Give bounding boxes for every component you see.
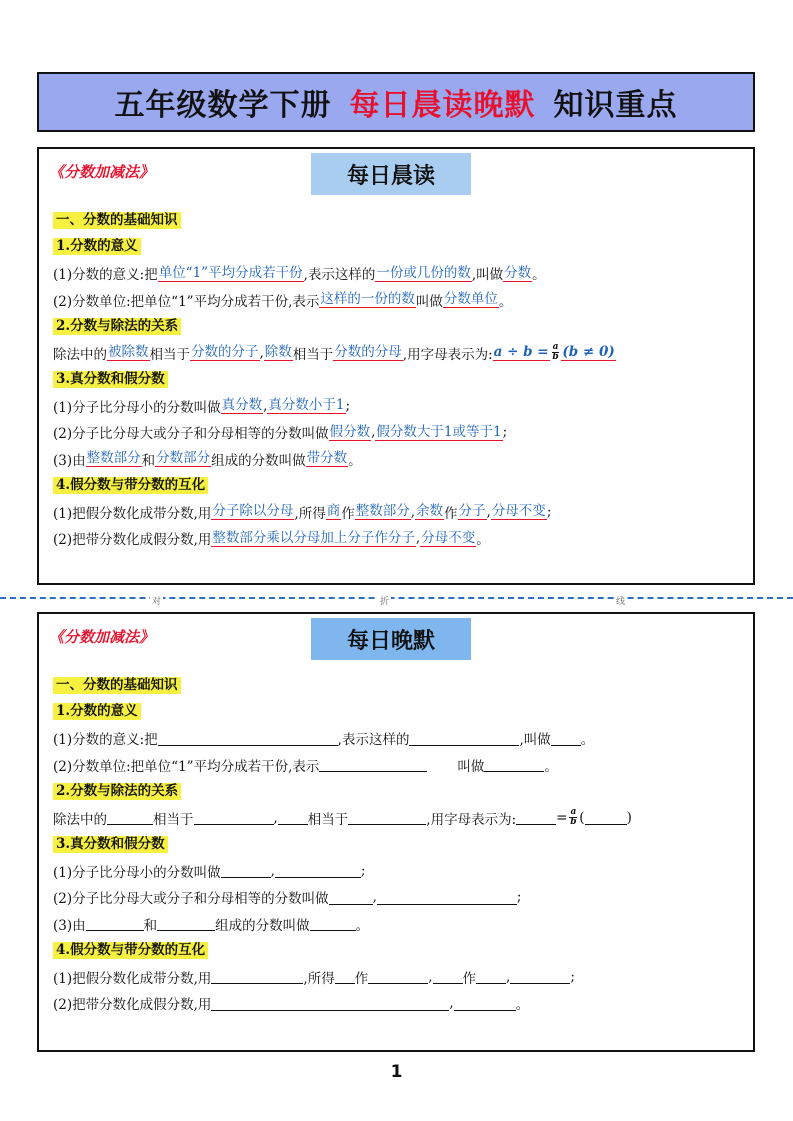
fill-blank[interactable]: [377, 890, 517, 905]
page-title: [37, 72, 755, 132]
formula-condition: (b ≠ 0): [562, 344, 615, 361]
text-line: (1)分数的意义:把 单位“1”平均分成若干份 ,表示这样的 一份或几份的数 ,叫做 分数 。: [53, 264, 546, 284]
fill-blank[interactable]: [158, 731, 338, 746]
fill-blank[interactable]: [319, 757, 427, 772]
section-banner: 每日晨读: [311, 153, 471, 195]
fill-blank[interactable]: [86, 916, 144, 931]
fill-blank[interactable]: [585, 810, 627, 825]
answer: 真分数小于1: [268, 397, 345, 414]
text-line: 除法中的 被除数 相当于 分数的分子 , 除数 相当于 分数的分母 ,用字母表示为: a ÷ b = $\frac{a}{b}$ (b ≠ 0): [53, 342, 615, 363]
answer: 除数: [264, 344, 292, 361]
answer: 分母不变: [491, 503, 546, 520]
answer: 分数: [504, 264, 532, 281]
answer: 分子除以分母: [212, 503, 294, 520]
text-line: (2)分子比分母大或分子和分母相等的分数叫做 , ;: [53, 889, 522, 908]
answer: 分数部分: [156, 450, 211, 467]
evening-dictation-panel: [37, 612, 755, 1052]
fill-blank[interactable]: [221, 863, 271, 878]
fill-blank[interactable]: [454, 996, 516, 1011]
morning-content: [53, 207, 745, 552]
fill-blank[interactable]: [211, 969, 303, 984]
fill-blank[interactable]: [348, 810, 426, 825]
subsection-heading: 4.假分数与带分数的互化: [53, 942, 208, 959]
subsection-heading: 1.分数的意义: [53, 238, 141, 255]
answer: 假分数: [329, 423, 371, 440]
fill-blank[interactable]: [335, 969, 355, 984]
title-left: 五年级数学下册: [114, 88, 332, 123]
fill-blank[interactable]: [194, 810, 274, 825]
text-line: (3)由 整数部分 和 分数部分 组成的分数叫做 带分数 。: [53, 450, 362, 469]
text-line: (2)分数单位:把单位“1”平均分成若干份,表示 这样的一份的数 叫做 分数单位 。: [53, 291, 513, 310]
text-line: 除法中的 相当于 , 相当于 ,用字母表示为: = $\frac{a}{b}$ ( ): [53, 807, 632, 828]
answer: 假分数大于1或等于1: [376, 423, 502, 440]
answer: 单位“1”平均分成若干份: [158, 264, 303, 281]
fold-label: 线: [614, 594, 627, 607]
subsection-heading: 4.假分数与带分数的互化: [53, 477, 208, 494]
answer: 被除数: [108, 344, 149, 361]
text-line: (1)分子比分母小的分数叫做 , ;: [53, 862, 366, 881]
fill-blank[interactable]: [275, 863, 361, 878]
fill-blank[interactable]: [409, 731, 519, 746]
morning-reading-panel: [37, 147, 755, 585]
section-heading: 一、分数的基础知识: [53, 212, 181, 229]
fold-line: [0, 597, 793, 599]
fill-blank[interactable]: [510, 969, 570, 984]
title-middle: 每日晨读晚默: [349, 88, 536, 123]
answer: 真分数: [221, 397, 263, 414]
answer: 带分数: [306, 450, 348, 467]
answer: 分数的分母: [334, 344, 402, 361]
fill-blank[interactable]: [476, 969, 506, 984]
answer: 分数的分子: [191, 344, 259, 361]
fill-blank[interactable]: [484, 757, 544, 772]
fill-blank[interactable]: [368, 969, 428, 984]
fold-label: 折: [378, 594, 391, 607]
answer: 分数单位: [443, 291, 498, 308]
fold-label: 对: [150, 594, 163, 607]
text-line: (2)把带分数化成假分数,用 , 。: [53, 995, 530, 1014]
fraction: $\frac{a}{b}$: [570, 807, 577, 828]
fill-blank[interactable]: [310, 916, 356, 931]
fill-blank[interactable]: [516, 810, 556, 825]
text-line: (2)把带分数化成假分数,用 整数部分乘以分母加上分子作分子 , 分母不变 。: [53, 529, 490, 549]
text-line: (2)分子比分母大或分子和分母相等的分数叫做 假分数 , 假分数大于1或等于1 ;: [53, 423, 508, 443]
answer: 整数部分乘以分母加上分子作分子: [212, 529, 415, 546]
subsection-heading: 1.分数的意义: [53, 703, 141, 720]
title-right: 知识重点: [553, 88, 678, 123]
answer: 这样的一份的数: [320, 291, 415, 308]
section-banner: 每日晚默: [311, 618, 471, 660]
subsection-heading: 2.分数与除法的关系: [53, 783, 181, 800]
text-line: (1)把假分数化成带分数,用 分子除以分母 ,所得 商 作 整数部分 , 余数 作 分子 , 分母不变 ;: [53, 503, 552, 522]
chapter-title: 《分数加减法》: [49, 628, 155, 646]
section-heading: 一、分数的基础知识: [53, 677, 181, 694]
subsection-heading: 2.分数与除法的关系: [53, 318, 181, 335]
text-line: (1)把假分数化成带分数,用 ,所得 作 , 作 , ;: [53, 968, 575, 987]
answer: 整数部分: [86, 450, 141, 467]
answer: 分母不变: [421, 529, 476, 546]
fill-blank[interactable]: [433, 969, 463, 984]
formula: a ÷ b =: [493, 344, 549, 361]
fill-blank[interactable]: [329, 890, 373, 905]
answer: 商: [326, 503, 341, 520]
subsection-heading: 3.真分数和假分数: [53, 371, 168, 388]
answer: 一份或几份的数: [376, 264, 471, 281]
text-line: (2)分数单位:把单位“1”平均分成若干份,表示 叫做 。: [53, 758, 558, 775]
fraction: $\frac{a}{b}$: [552, 342, 559, 363]
answer: 整数部分: [355, 503, 410, 520]
text-line: (1)分子比分母小的分数叫做 真分数 , 真分数小于1 ;: [53, 397, 351, 416]
evening-content: [53, 672, 745, 1017]
subsection-heading: 3.真分数和假分数: [53, 836, 168, 853]
answer: 余数: [416, 503, 444, 520]
page-number: 1: [390, 1062, 403, 1082]
fill-blank[interactable]: [157, 916, 215, 931]
fill-blank[interactable]: [278, 810, 308, 825]
fill-blank[interactable]: [551, 731, 581, 746]
fill-blank[interactable]: [211, 996, 449, 1011]
answer: 分子: [458, 503, 486, 520]
chapter-title: 《分数加减法》: [49, 163, 155, 181]
fill-blank[interactable]: [107, 810, 153, 825]
text-line: (3)由 和 组成的分数叫做 。: [53, 917, 370, 934]
text-line: (1)分数的意义:把 ,表示这样的 ,叫做 。: [53, 732, 595, 749]
